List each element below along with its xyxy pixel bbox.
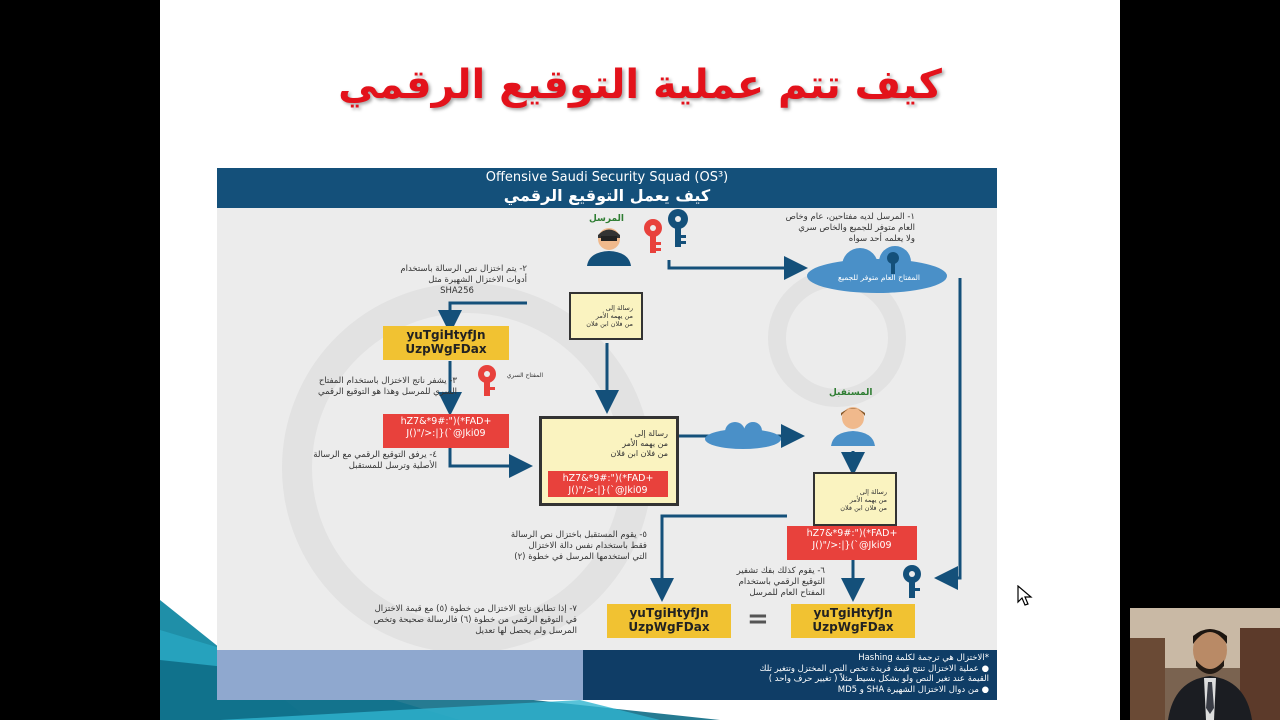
infographic-footer-notes	[583, 650, 997, 700]
private-key-encrypt-icon	[473, 364, 507, 398]
doc-top-line-3: من فلان ابن فلان	[586, 320, 633, 328]
doc-center-line-2: من يهمه الأمر	[622, 439, 668, 448]
step-5-line-1: ٥- يقوم المستقبل باختزال نص الرسالة	[510, 530, 647, 540]
step-2-text	[327, 264, 527, 297]
cloud-label: المفتاح العام متوفر للجميع	[837, 273, 921, 282]
infographic-title-en: Offensive Saudi Security Squad (OS³)	[485, 170, 729, 185]
sig-recv-line-1: hZ7&*9#:")(*FAD+	[806, 528, 898, 539]
message-document-top	[569, 292, 643, 340]
step-7-line-1: ٧- إذا تطابق ناتج الاختزال من خطوة (٥) مع قيمة الاختزال	[374, 604, 577, 614]
doc-recv-line-1: رسالة إلى	[859, 488, 887, 496]
doc-center-line-3: من فلان ابن فلان	[610, 449, 668, 458]
step-7-text	[257, 604, 577, 637]
footer-line-4: ● من دوال الاختزال الشهيرة SHA و MD5	[837, 684, 989, 695]
receiver-label: المستقبل	[829, 388, 873, 398]
digital-signature-sender	[383, 414, 509, 448]
equals-sign: =	[747, 604, 769, 634]
doc-recv-line-3: من فلان ابن فلان	[840, 504, 887, 512]
footer-line-2: ● عملية الاختزال تنتج قيمة فريدة تخص النص المختزل وتتغير تلك	[759, 663, 989, 674]
public-key-icon	[663, 208, 693, 250]
sender-label: المرسل	[589, 214, 624, 224]
infographic-title-ar: كيف يعمل التوقيع الرقمي	[503, 186, 711, 205]
step-6-text	[665, 566, 825, 599]
step-3-text	[247, 376, 457, 398]
receiver-person-icon	[827, 404, 879, 446]
sender-person-icon	[583, 226, 635, 266]
step-6-line-1: ٦- يقوم كذلك بفك تشفير	[736, 566, 825, 576]
public-key-decrypt-icon	[897, 564, 927, 600]
footer-line-3: القيمة عند تغير النص ولو بشكل بسيط مثلاً ( تغيير حرف واحد )	[768, 674, 989, 684]
slide-title: كيف تتم عملية التوقيع الرقمي	[338, 62, 942, 108]
cloud-icon	[805, 246, 950, 294]
doc-top-line-1: رسالة إلى	[605, 304, 633, 312]
step-7-line-2: في التوقيع الرقمي من خطوة (٦) فالرسالة صحيحة وتخص	[373, 615, 577, 625]
presenter-video-frame	[1130, 608, 1280, 720]
mouse-cursor-icon	[1017, 585, 1033, 607]
step-1-line-3: ولا يعلمه أحد سواه	[848, 234, 915, 244]
hash-output-sender	[383, 326, 509, 360]
hash-output-receiver-computed	[607, 604, 731, 638]
sig-attached-line-2: J()"/>:|}(`@Jki09	[568, 485, 648, 496]
step-7-line-3: المرسل ولم يحصل لها تعديل	[475, 626, 577, 636]
hash-computed-line-1: yuTgiHtyfJn	[629, 606, 709, 620]
step-3-line-1: ٣- يشفر ناتج الاختزال باستخدام المفتاح	[318, 376, 457, 386]
digital-signature-received	[787, 526, 917, 560]
doc-top-line-2: من يهمه الأمر	[595, 312, 633, 320]
infographic-footer-left	[217, 650, 583, 700]
sig-sender-line-1: hZ7&*9#:")(*FAD+	[400, 416, 492, 427]
step-3-line-2: السري للمرسل وهذا هو التوقيع الرقمي	[317, 387, 457, 397]
signed-message-document	[539, 416, 679, 506]
doc-center-line-1: رسالة إلى	[634, 429, 668, 438]
doc-recv-line-2: من يهمه الأمر	[849, 496, 887, 504]
received-message-document	[813, 472, 897, 526]
step-1-line-1: ١- المرسل لديه مفتاحين، عام وخاص	[785, 212, 915, 222]
step-2-line-2: أدوات الاختزال الشهيرة مثل	[428, 275, 527, 285]
presentation-slide	[160, 0, 1120, 720]
step-2-line-1: ٢- يتم اختزال نص الرسالة باستخدام	[400, 264, 527, 274]
hash-output-receiver-decrypted	[791, 604, 915, 638]
step-6-line-3: المفتاح العام للمرسل	[749, 588, 825, 598]
hash-sender-line-1: yuTgiHtyfJn	[406, 328, 486, 342]
step-1-line-2: العام متوفر للجميع والخاص سري	[798, 223, 915, 233]
step-2-line-3: SHA256	[440, 286, 474, 296]
step-1-text	[715, 212, 915, 245]
hash-decrypted-line-1: yuTgiHtyfJn	[813, 606, 893, 620]
step-5-line-2: فقط باستخدام نفس دالة الاختزال	[528, 541, 647, 551]
step-5-line-3: التي استخدمها المرسل في خطوة (٢)	[514, 552, 647, 562]
step-4-line-2: الأصلية وترسل للمستقبل	[348, 461, 437, 471]
footer-line-1: *الاختزال هي ترجمة لكلمة Hashing	[858, 653, 989, 663]
step-4-text	[237, 450, 437, 472]
sig-attached-line-1: hZ7&*9#:")(*FAD+	[562, 473, 654, 484]
sig-recv-line-2: J()"/>:|}(`@Jki09	[812, 540, 892, 551]
attached-signature	[548, 471, 668, 497]
hash-computed-line-2: UzpWgFDax	[628, 620, 710, 634]
digital-signature-infographic	[217, 168, 997, 700]
step-5-text	[427, 530, 647, 563]
transit-cloud-icon	[703, 420, 783, 450]
sig-sender-line-2: J()"/>:|}(`@Jki09	[406, 428, 486, 439]
step-6-line-2: التوقيع الرقمي باستخدام	[738, 577, 825, 587]
step-4-line-1: ٤- يرفق التوقيع الرقمي مع الرسالة	[313, 450, 437, 460]
private-key-label: المفتاح السري	[506, 372, 543, 379]
hash-decrypted-line-2: UzpWgFDax	[812, 620, 894, 634]
presenter-webcam	[1130, 608, 1280, 720]
hash-sender-line-2: UzpWgFDax	[405, 342, 487, 356]
